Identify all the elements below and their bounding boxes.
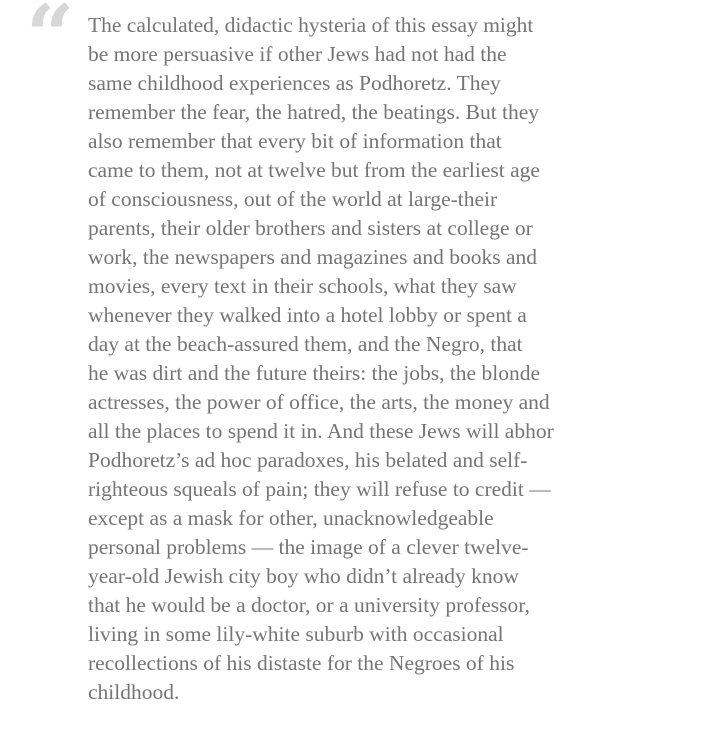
quote-line: parents, their older brothers and sisters at college or <box>88 216 533 240</box>
quote-line: righteous squeals of pain; they will refuse to credit — <box>88 477 551 501</box>
quote-line: also remember that every bit of information that <box>88 129 502 153</box>
quote-line: be more persuasive if other Jews had not had the <box>88 42 507 66</box>
quote-line: came to them, not at twelve but from the earliest age <box>88 158 540 182</box>
quote-line: movies, every text in their schools, what they saw <box>88 274 517 298</box>
quote-line: all the places to spend it in. And these Jews will abhor <box>88 419 554 443</box>
quote-line: Podhoretz’s ad hoc paradoxes, his belated and self- <box>88 448 528 472</box>
quote-line: personal problems — the image of a clever twelve- <box>88 535 529 559</box>
quote-line: childhood. <box>88 680 180 704</box>
quote-line: work, the newspapers and magazines and books and <box>88 245 537 269</box>
quote-line: of consciousness, out of the world at large-their <box>88 187 498 211</box>
quote-line: remember the fear, the hatred, the beatings. But they <box>88 100 540 124</box>
quote-line: same childhood experiences as Podhoretz. They <box>88 71 501 95</box>
quote-line: actresses, the power of office, the arts, the money and <box>88 390 550 414</box>
quote-line: day at the beach-assured them, and the Negro, that <box>88 332 523 356</box>
quote-line: whenever they walked into a hotel lobby or spent a <box>88 303 527 327</box>
quote-line: that he would be a doctor, or a university professor, <box>88 593 530 617</box>
quote-line: he was dirt and the future theirs: the jobs, the blonde <box>88 361 540 385</box>
quote-line: The calculated, didactic hysteria of this essay might <box>88 13 534 37</box>
quote-line: year-old Jewish city boy who didn’t already know <box>88 564 519 588</box>
quote-mark-icon: “ <box>26 0 75 85</box>
quote-line: living in some lily-white suburb with occasional <box>88 622 504 646</box>
quote-line: except as a mask for other, unacknowledgeable <box>88 506 494 530</box>
quote-line: recollections of his distaste for the Negroes of his <box>88 651 515 675</box>
